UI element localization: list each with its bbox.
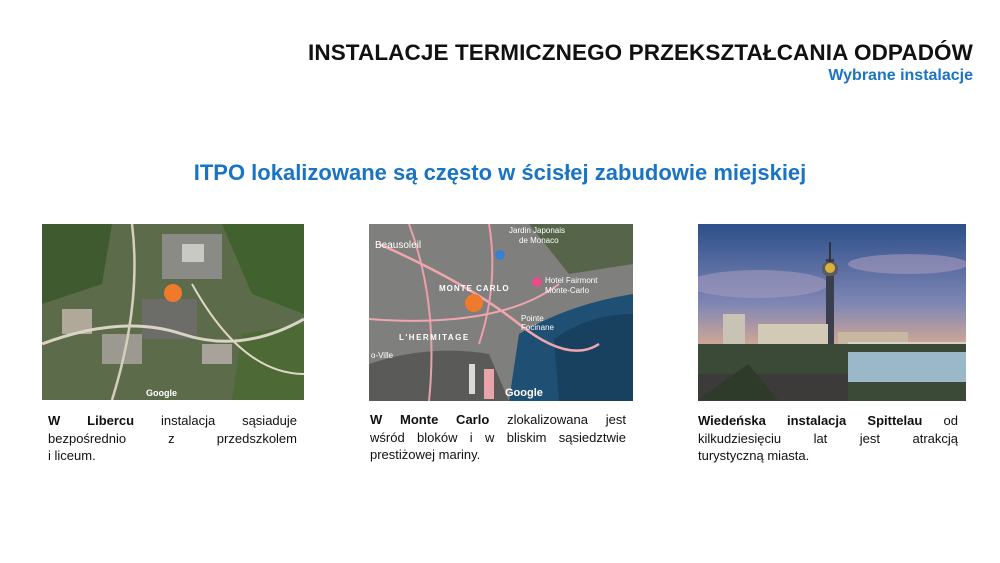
caption-monte-carlo-line2: wśród bloków i w bliskim sąsiedztwie xyxy=(370,429,626,445)
map-label-hermitage: L'HERMITAGE xyxy=(399,333,470,342)
slide-title: INSTALACJE TERMICZNEGO PRZEKSZTAŁCANIA ODPADÓW xyxy=(308,40,973,65)
caption-liberec-line2: bezpośrednio z przedszkolem xyxy=(48,430,297,446)
map-label-district: MONTE CARLO xyxy=(439,284,510,293)
caption-monte-carlo-bold: W Monte Carlo xyxy=(370,412,490,427)
map-label-ville: o-Ville xyxy=(371,351,394,360)
caption-monte-carlo-line1 xyxy=(370,411,626,429)
monte-carlo-map-image xyxy=(369,224,633,401)
caption-spittelau-line3: turystyczną miasta. xyxy=(698,448,810,463)
liberec-map-image xyxy=(42,224,304,400)
caption-spittelau-line1 xyxy=(698,412,958,430)
map-label-beausoleil: Beausoleil xyxy=(375,240,422,251)
spittelau-photo-image xyxy=(698,224,966,401)
map-label-garden2: de Monaco xyxy=(519,236,559,245)
caption-spittelau-line2: kilkudziesięciu lat jest atrakcją xyxy=(698,430,958,446)
map-label-hotel2: Monte-Carlo xyxy=(545,286,590,295)
caption-liberec xyxy=(48,412,297,465)
caption-monte-carlo-text1: zlokalizowana jest xyxy=(507,412,626,427)
map-google-label: Google xyxy=(146,388,177,398)
map-label-pointe2: Focinane xyxy=(521,323,554,332)
map-label-garden: Jardin Japonais xyxy=(509,226,566,235)
caption-spittelau-text1: od xyxy=(943,413,958,428)
map-google-label: Google xyxy=(505,387,543,399)
caption-spittelau-bold: Wiedeńska instalacja Spittelau xyxy=(698,413,923,428)
slide-subtitle: Wybrane instalacje xyxy=(828,67,973,84)
caption-monte-carlo-line3: prestiżowej mariny. xyxy=(370,447,481,462)
caption-liberec-bold: W Libercu xyxy=(48,413,135,428)
map-label-hotel: Hotel Fairmont xyxy=(545,276,598,285)
map-label-pointe: Pointe xyxy=(521,314,544,323)
caption-liberec-line3: i liceum. xyxy=(48,448,96,463)
caption-liberec-text1: instalacja sąsiaduje xyxy=(161,413,297,428)
slide-headline: ITPO lokalizowane są często w ścisłej zabudowie miejskiej xyxy=(193,160,807,185)
caption-monte-carlo xyxy=(370,411,626,464)
caption-spittelau xyxy=(698,412,958,465)
caption-liberec-line1 xyxy=(48,412,297,430)
